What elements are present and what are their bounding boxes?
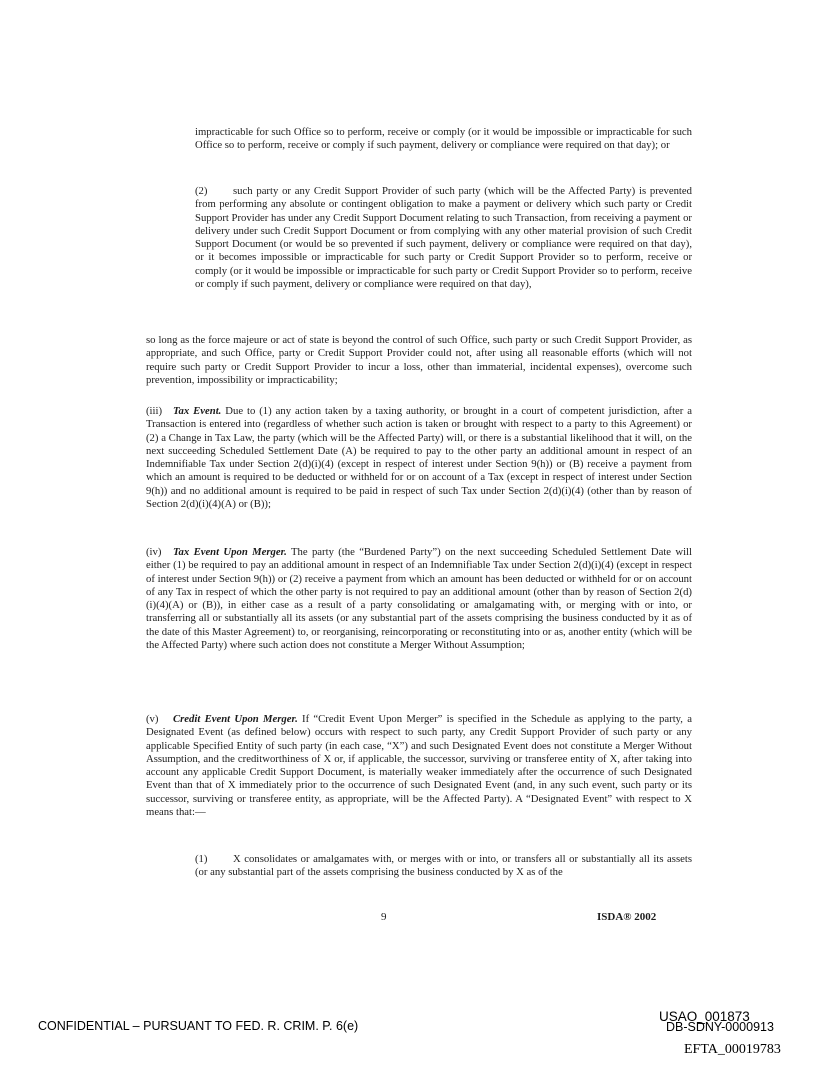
section-iv-heading: Tax Event Upon Merger. <box>173 546 287 558</box>
clause-2-text: such party or any Credit Support Provider of such party (which will be the Affected Party) is prevented from performing any absolute or contingent obligation to make a payment or delivery which such party or Credit Support Provider has under any Credit Support Document relating to such Transaction, from receiving a payment or delivery under such Credit Support Document or from complying with any other material provision of such Credit Support Document (or would be so prevented if such payment, delivery or compliance were required on that day), or it becomes impossible or impracticable for such party or Credit Support Provider so to perform, receive or comply (or it would be impossible or impracticable for such party or Credit Support Provider so to perform, receive or comply if such payment, delivery or compliance were required on that day), <box>195 185 692 291</box>
clause-v-1-number: (1) <box>195 853 208 865</box>
section-v-heading: Credit Event Upon Merger. <box>173 713 298 725</box>
section-v-number: (v) <box>146 713 159 725</box>
confidential-stamp: CONFIDENTIAL – PURSUANT TO FED. R. CRIM. P. 6(e) <box>38 1019 359 1033</box>
section-iv-number: (iv) <box>146 546 162 558</box>
clause-2-number: (2) <box>195 185 208 197</box>
so-long-paragraph <box>146 334 692 387</box>
so-long-text: so long as the force majeure or act of state is beyond the control of such Office, such party or such Credit Support Provider, as appropriate, and such Office, party or Credit Support Provider could not, after using all reasonable efforts (which will not require such party or Credit Support Provider to incur a loss, other than immaterial, incidental expenses), overcome such prevention, impossibility or impracticability; <box>146 334 692 386</box>
clause-v-1 <box>195 853 692 880</box>
page-number: 9 <box>381 911 387 923</box>
section-iii-number: (iii) <box>146 405 163 417</box>
clause-v-1-text: X consolidates or amalgamates with, or merges with or into, or transfers all or substantially all its assets (or any substantial part of the assets comprising the business conducted by X as of the <box>195 853 692 879</box>
continued-paragraph <box>195 126 692 153</box>
db-sdny-bates-stamp: DB-SDNY-0000913 <box>666 1020 774 1034</box>
section-iii-tax-event <box>146 405 692 511</box>
section-v-text: If “Credit Event Upon Merger” is specified in the Schedule as applying to the party, a Designated Event (as defined below) occurs with respect to such party, any Credit Support Provider of such party or any applicable Specified Entity of such party (in each case, “X”) and such Designated Event does not constitute a Merger Without Assumption, and the creditworthiness of X or, if applicable, the successor, surviving or transferee entity of X, after taking into account any applicable Credit Support Document, is materially weaker immediately after the occurrence of such Designated Event than that of X immediately prior to the occurrence of such Designated Event (and, in any such event, such party or its successor, surviving or transferee entity, as appropriate, will be the Affected Party). A “Designated Event” with respect to X means that:— <box>146 713 692 819</box>
section-iv-tax-event-upon-merger <box>146 546 692 652</box>
efta-bates-stamp: EFTA_00019783 <box>684 1042 781 1057</box>
section-iv-text: The party (the “Burdened Party”) on the next succeeding Scheduled Settlement Date will either (1) be required to pay an additional amount in respect of an Indemnifiable Tax under Section 2(d)(i)(4) (except in respect of interest under Section 9(h)) or (2) receive a payment from which an amount has been deducted or withheld for or on account of any Tax in respect of which the other party is not required to pay an additional amount (other than by reason of Section 2(d)(i)(4)(A) or (B)), in either case as a result of a party consolidating or amalgamating with, or merging with or into, or transferring all or substantially all its assets (or any substantial part of the assets comprising the business conducted by it as of the date of this Master Agreement) to, or reorganising, reincorporating or reconstituting into or as, another entity (which will be the Affected Party) where such action does not constitute a Merger Without Assumption; <box>146 546 692 652</box>
section-iii-text: Due to (1) any action taken by a taxing authority, or brought in a court of competent jurisdiction, after a Transaction is entered into (regardless of whether such action is taken or brought with respect to a party to this Agreement) or (2) a Change in Tax Law, the party (which will be the Affected Party) will, or there is a substantial likelihood that it will, on the next succeeding Scheduled Settlement Date (A) be required to pay to the other party an additional amount in respect of an Indemnifiable Tax under Section 2(d)(i)(4) (except in respect of interest under Section 9(h)) or (B) receive a payment from which an amount is required to be deducted or withheld for or on account of a Tax (except in respect of interest under Section 9(h)) and no additional amount is required to be paid in respect of such Tax under Section 2(d)(i)(4) (other than by reason of Section 2(d)(i)(4)(A) or (B)); <box>146 405 693 511</box>
clause-2 <box>195 185 692 291</box>
section-iii-heading: Tax Event. <box>173 405 222 417</box>
isda-footer-mark: ISDA® 2002 <box>597 911 657 923</box>
usao-bates-stamp: USAO_001873 <box>659 1009 750 1024</box>
section-v-credit-event-upon-merger <box>146 713 692 819</box>
continued-paragraph-text: impracticable for such Office so to perform, receive or comply (or it would be impossible or impracticable for such Office so to perform, receive or comply if such payment, delivery or compliance were required on that day); or <box>195 126 692 152</box>
